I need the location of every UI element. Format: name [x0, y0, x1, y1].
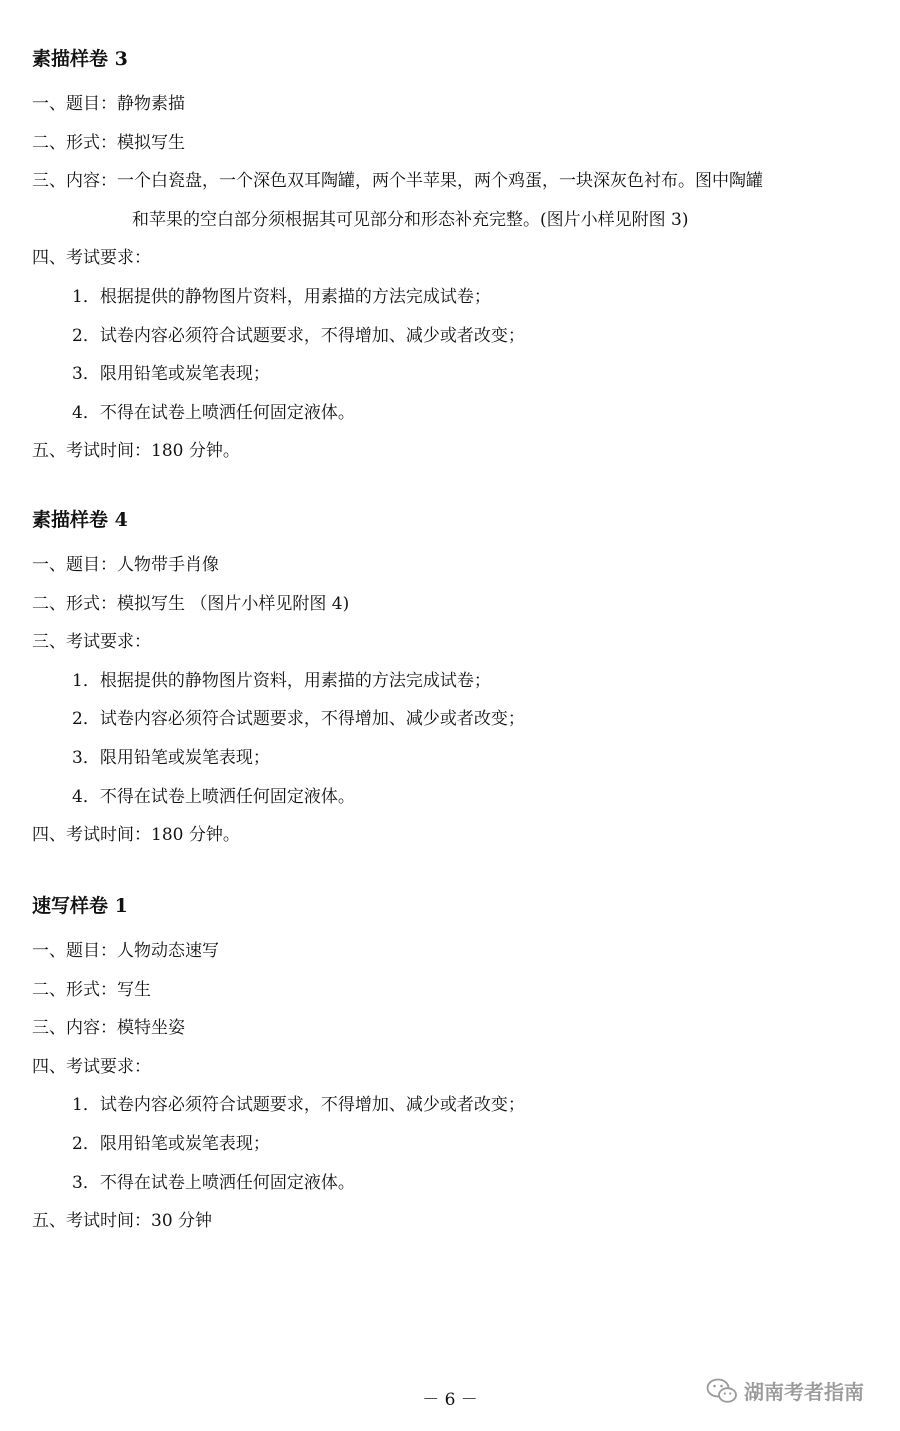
item-exam-time: 五、考试时间：30 分钟 [32, 1211, 213, 1232]
wechat-icon [706, 1378, 738, 1404]
item-form: 二、形式：写生 [32, 979, 151, 1000]
item-exam-time: 五、考试时间：180 分钟。 [32, 441, 240, 462]
section-title: 素描样卷 4 [32, 509, 128, 531]
requirement-3: 3．限用铅笔或炭笔表现； [72, 747, 270, 768]
section-sketch-paper-3 [32, 47, 882, 471]
page-number: － 6 － [422, 1390, 478, 1410]
section-title: 素描样卷 3 [32, 48, 128, 70]
item-content: 三、内容：一个白瓷盘，一个深色双耳陶罐，两个半苹果，两个鸡蛋，一块深灰色衬布。图中陶罐 [32, 171, 763, 192]
item-content-continued: 和苹果的空白部分须根据其可见部分和形态补充完整。(图片小样见附图 3) [132, 209, 689, 230]
section-title: 速写样卷 1 [32, 895, 128, 917]
section-sketch-paper-4 [32, 508, 882, 855]
item-form: 二、形式：模拟写生 （图片小样见附图 4) [32, 593, 350, 614]
item-topic: 一、题目：人物带手肖像 [32, 555, 219, 575]
item-form: 二、形式：模拟写生 [32, 132, 185, 153]
watermark-text: 湖南考者指南 [744, 1380, 864, 1404]
item-exam-time: 四、考试时间：180 分钟。 [32, 825, 240, 846]
item-topic: 一、题目：静物素描 [32, 94, 185, 114]
item-topic: 一、题目：人物动态速写 [32, 941, 219, 961]
requirement-3: 3．限用铅笔或炭笔表现； [72, 364, 270, 385]
requirement-1: 1．根据提供的静物图片资料，用素描的方法完成试卷； [72, 286, 491, 307]
requirement-2: 2．限用铅笔或炭笔表现； [72, 1133, 270, 1154]
item-requirements: 四、考试要求： [32, 1056, 151, 1077]
item-requirements: 四、考试要求： [32, 248, 151, 269]
requirement-2: 2．试卷内容必须符合试题要求，不得增加、减少或者改变； [72, 325, 525, 346]
item-content: 三、内容：模特坐姿 [32, 1018, 185, 1039]
section-quick-sketch-paper-1 [32, 894, 882, 1241]
requirement-4: 4．不得在试卷上喷洒任何固定液体。 [72, 786, 355, 807]
requirement-3: 3．不得在试卷上喷洒任何固定液体。 [72, 1172, 355, 1193]
requirement-1: 1．根据提供的静物图片资料，用素描的方法完成试卷； [72, 670, 491, 691]
requirement-4: 4．不得在试卷上喷洒任何固定液体。 [72, 402, 355, 423]
item-requirements: 三、考试要求： [32, 632, 151, 653]
requirement-2: 2．试卷内容必须符合试题要求，不得增加、减少或者改变； [72, 709, 525, 730]
requirement-1: 1．试卷内容必须符合试题要求，不得增加、减少或者改变； [72, 1095, 525, 1116]
watermark [706, 1376, 864, 1405]
